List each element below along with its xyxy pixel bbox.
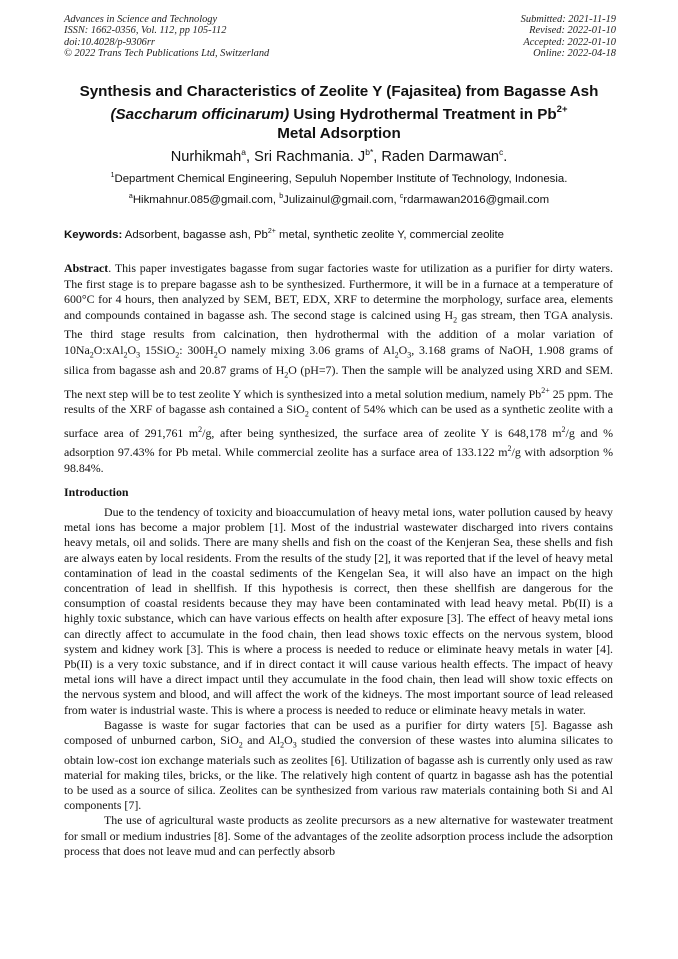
author-3: Raden Darmawan [381,148,499,165]
copyright-line: © 2022 Trans Tech Publications Ltd, Switzerland [64,48,270,60]
accepted-date: Accepted: 2022-01-10 [523,36,616,48]
author-2: Sri Rachmania. J [254,148,366,165]
keywords-label: Keywords: [64,228,123,241]
paragraph: Bagasse is waste for sugar factories that can be used as a purifier for dirty waters [5]. Bagasse ash composed of unburned carbon, SiO$_2$ and $Al_2O_3$ studied the conversion of these wastes into alumina silicates to obtain low-cost ion exchange materials such as zeolites [6]. Utilization of bagasse ash is currently only used as raw material for making tiles, bricks, or the like. The relatively high content of quartz in bagasse ash has the potential to be used as a source of silica. Zeolites can be synthesized from various raw materials containing both Si and Al components [7]. [64,717,613,813]
submitted-date: Submitted: 2021-11-19 [520,14,616,25]
paper-title [40,82,638,143]
abstract-label: Abstract [64,261,109,275]
email-b: Julizainul@gmail.com, [283,193,400,206]
abstract: Abstract. This paper investigates bagasse from sugar factories waste for utilization as a purifier for dirty waters. The first stage is to prepare bagasse ash to be synthesized. Furthermore, it will be in a furnace at a temperature of 600°C for 4 hours, then analyzed by SEM, BET, EDX, XRF to determine the morphology, surface area, elements and compounds contained in bagasse ash. The second stage is calcined using $H_2$ gas stream, then TGA analysis. The third stage results from calcination, then hydrothermal with the addition of a molar variation of $10Na_2O:xAl_2O_3$ 15SiO$_2$: $300H_2O$ namely mixing 3.06 grams of $Al_2O_3$, 3.168 grams of NaOH, 1.908 grams of silica from bagasse ash and 20.87 grams of $H_2O$ (pH=7). Then the sample will be analyzed using XRD and SEM. The next step will be to test zeolite Y which is synthesized into a metal solution medium, namely $Pb^{2+}$ 25 ppm. The results of the XRF of bagasse ash contained a SiO$_2$ content of 54% which can be used as a synthetic zeolite with a surface area of 291,761 $m^2/g$, after being synthesized, the surface area of zeolite Y is 648,178 $m^2/g$ and % adsorption 97.43% for Pb metal. While commercial zeolite has a surface area of 133.122 $m^2/g$ with adsorption % 98.84%. [64,261,614,475]
issn-line: ISSN: 1662-0356, Vol. 112, pp 105-112 [64,25,227,37]
doi-line: doi:10.4028/p-9306rr [64,36,155,48]
journal-header-left [64,14,269,60]
author-emails: $^a$Hikmahnur.085@gmail.com, $^b$Julizainul@gmail.com, $^c$rdarmawan2016@gmail.com [128,193,550,206]
author-1: Nurhikmah [170,148,242,165]
journal-header-right [521,14,616,60]
title-line-1: Synthesis and Characteristics of Zeolite Y (Fajasitea) from Bagasse Ash [79,83,599,100]
email-c: rdarmawan2016@gmail.com [403,193,550,206]
email-a: Hikmahnur.085@gmail.com, [132,193,280,206]
paragraph: Due to the tendency of toxicity and bioaccumulation of heavy metal ions, water pollution caused by heavy metal ions has become a major problem [1]. Most of the industrial wastewater discharged into rivers contains heavy metals, oil and solids. There are many shells and fish on the coast of the Kenjeran Sea, these shells and fish are always eaten by local residents. From the results of the study [2], it was reported that if the level of heavy metal contamination of lead in the coastal sediments of the Kengelan Sea, it will also have an impact on the high concentration of lead in shellfish. If this hypothesis is correct, then these shellfish are dangerous for the consumption of coastal residents because they may have been contaminated with lead heavy metal. Pb(II) is a highly toxic substance, which can have various effects on health after exposure [3]. The effect of heavy metal ions can directly affect to accumulate in the food chain, then lead shows toxic effects on the nervous system, blood system and kidney work [3]. This is where a process is needed to reduce or eliminate heavy metals in water [4]. Pb(II) is a very toxic substance, and if in direct contact it will cause various health effects. The impact of heavy metal ions will have a direct impact until they accumulate in the food chain, then lead will show toxic effects on the nervous system and blood, and will affect the work of the kidneys. The most important source of lead released from water is industrial waste. This is where a process is needed to reduce or eliminate heavy metals in water. [64,505,613,717]
keywords: Keywords: Adsorbent, bagasse ash, $Pb^{2+}$ metal, synthetic zeolite Y, commercial zeolite [64,228,504,241]
title-species: (Saccharum officinarum) [110,106,290,124]
revised-date: Revised: 2022-01-10 [529,25,616,37]
introduction-heading: Introduction [64,485,129,499]
title-line-3: Metal Adsorption [277,125,401,143]
title-line-2: (Saccharum officinarum) Using Hydrothermal Treatment in $Pb^{2+}$ [110,104,568,124]
online-date: Online: 2022-04-18 [533,48,616,60]
introduction-body [64,505,613,859]
affiliation: $^1$Department Chemical Engineering, Sepuluh Nopember Institute of Technology, Indonesia. [110,172,568,185]
paragraph: The use of agricultural waste products as zeolite precursors as a new alternative for wastewater treatment for small or medium industries [8]. Some of the advantages of the zeolite adsorption process include the adsorption process that does not leave mud and can perfectly absorb [64,813,613,858]
author-list: Nurhikmah$^a$, Sri Rachmania. $J^{b*}$, Raden Darmawan$^c$. [170,147,508,165]
journal-name: Advances in Science and Technology [64,14,218,25]
